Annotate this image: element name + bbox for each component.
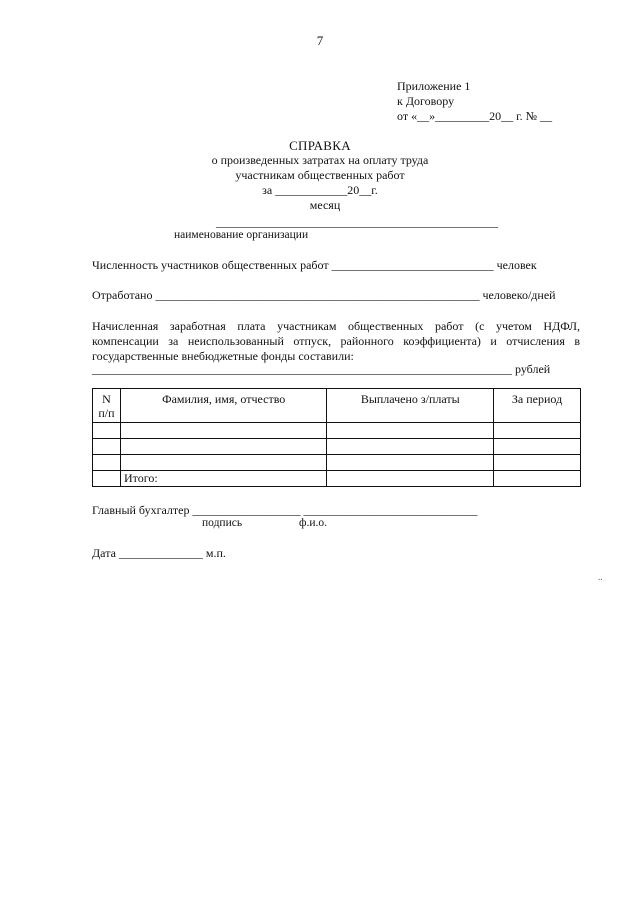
table-cell bbox=[120, 455, 327, 471]
header-full-name: Фамилия, имя, отчество bbox=[120, 389, 327, 423]
page-number: 7 bbox=[316, 33, 324, 48]
table-cell bbox=[120, 439, 327, 455]
table-cell bbox=[494, 455, 581, 471]
salary-paragraph-line-2: компенсации за неиспользованный отпуск, районного коэффициента) и отчисления в bbox=[92, 334, 580, 348]
table-header-row bbox=[93, 389, 581, 423]
table-cell bbox=[327, 439, 494, 455]
table-cell bbox=[93, 455, 121, 471]
salary-amount-field: ______________________________________________________________________ рублей bbox=[92, 362, 551, 376]
chief-accountant-signature-line: Главный бухгалтер __________________ _____________________________ bbox=[92, 503, 478, 517]
table-cell bbox=[93, 423, 121, 439]
table-cell bbox=[93, 439, 121, 455]
table-cell bbox=[494, 423, 581, 439]
table-cell bbox=[120, 423, 327, 439]
table-total-row bbox=[93, 471, 581, 487]
total-label: Итого: bbox=[120, 471, 327, 487]
table-cell bbox=[327, 423, 494, 439]
table-cell bbox=[327, 455, 494, 471]
document-title: СПРАВКА bbox=[289, 138, 351, 153]
worked-days-field: Отработано ______________________________________________________ человеко/дней bbox=[92, 288, 556, 302]
table-cell bbox=[494, 439, 581, 455]
table-row bbox=[93, 455, 581, 471]
subtitle-period: за ____________20__г. bbox=[262, 183, 378, 197]
full-name-caption: ф.и.о. bbox=[299, 517, 327, 529]
subtitle-line-2: участникам общественных работ bbox=[235, 168, 405, 182]
appendix-date-number: от «__»_________20__ г. № __ bbox=[397, 109, 553, 123]
organization-name-caption: наименование организации bbox=[174, 229, 309, 241]
table-cell bbox=[93, 471, 121, 487]
signature-caption: подпись bbox=[202, 517, 243, 529]
corner-mark: .. bbox=[598, 572, 603, 582]
table-cell bbox=[327, 471, 494, 487]
appendix-block bbox=[397, 79, 552, 124]
document-subtitle bbox=[0, 153, 640, 213]
header-number: N п/п bbox=[93, 389, 121, 423]
header-period: За период bbox=[494, 389, 581, 423]
participants-count-field: Численность участников общественных работ ___________________________ человек bbox=[92, 258, 537, 272]
organization-name-line: _______________________________________________ bbox=[216, 215, 498, 229]
table-cell bbox=[494, 471, 581, 487]
salary-paragraph bbox=[92, 319, 580, 364]
appendix-contract: к Договору bbox=[397, 94, 455, 108]
subtitle-line-1: о произведенных затратах на оплату труда bbox=[211, 153, 429, 167]
payments-table bbox=[92, 388, 581, 487]
table-row bbox=[93, 439, 581, 455]
salary-paragraph-line-3: государственные внебюджетные фонды составили: bbox=[92, 349, 354, 363]
table-row bbox=[93, 423, 581, 439]
subtitle-month-caption: месяц bbox=[309, 198, 341, 212]
salary-paragraph-line-1: Начисленная заработная плата участникам общественных работ (с учетом НДФЛ, bbox=[92, 319, 580, 333]
header-salary-paid: Выплачено з/платы bbox=[327, 389, 494, 423]
appendix-title: Приложение 1 bbox=[397, 79, 471, 93]
date-stamp-line: Дата ______________ м.п. bbox=[92, 546, 226, 560]
